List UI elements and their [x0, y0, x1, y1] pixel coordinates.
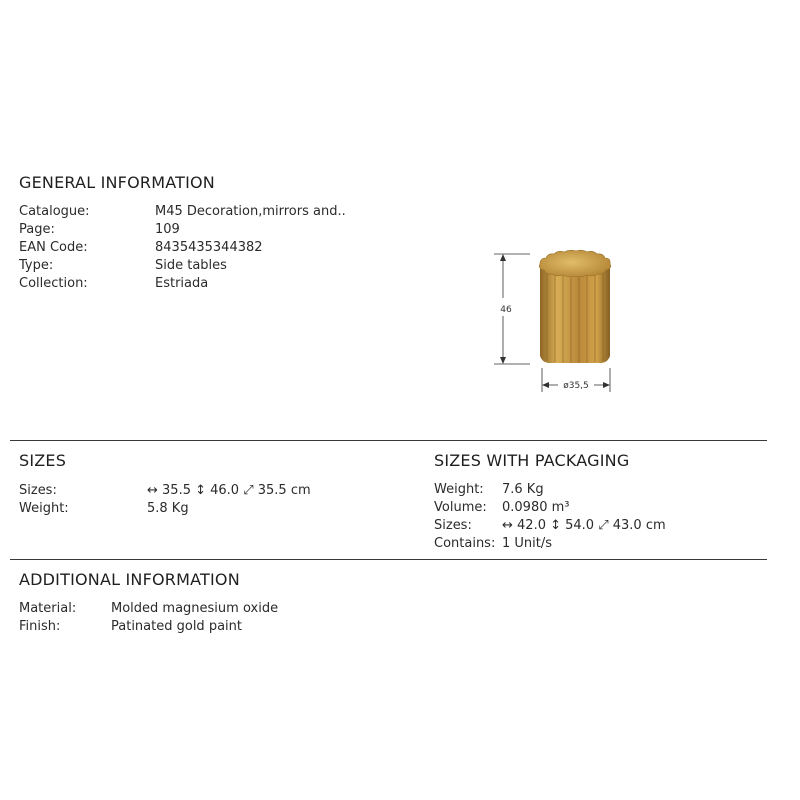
info-value: Molded magnesium oxide	[111, 601, 279, 616]
diameter-dimension-label: ø35,5	[563, 381, 589, 391]
product-dimension-drawing	[490, 244, 630, 394]
info-label: Weight:	[19, 501, 69, 516]
section-divider	[10, 559, 767, 560]
info-value: ↔ 35.5 ↕ 46.0 ⤢ 35.5 cm	[147, 483, 311, 498]
info-label: Weight:	[434, 482, 484, 497]
info-label: EAN Code:	[19, 240, 88, 255]
info-label: Collection:	[19, 276, 88, 291]
info-value: 109	[155, 222, 180, 237]
sizes-heading: SIZES	[19, 451, 67, 470]
info-label: Sizes:	[434, 518, 472, 533]
info-value: 5.8 Kg	[147, 501, 189, 516]
info-value: 0.0980 m³	[502, 500, 570, 515]
additional-information-heading: ADDITIONAL INFORMATION	[19, 570, 240, 589]
general-information-heading: GENERAL INFORMATION	[19, 173, 215, 192]
info-value: ↔ 42.0 ↕ 54.0 ⤢ 43.0 cm	[502, 518, 666, 533]
side-table-illustration	[539, 250, 611, 363]
info-label: Material:	[19, 601, 77, 616]
info-label: Contains:	[434, 536, 496, 551]
info-value: Side tables	[155, 258, 227, 273]
info-label: Catalogue:	[19, 204, 90, 219]
height-dimension-label: 46	[500, 305, 512, 315]
info-label: Page:	[19, 222, 55, 237]
info-value: Patinated gold paint	[111, 619, 242, 634]
packaging-sizes-heading: SIZES WITH PACKAGING	[434, 451, 630, 470]
info-label: Type:	[19, 258, 54, 273]
info-label: Sizes:	[19, 483, 57, 498]
section-divider	[10, 440, 767, 441]
info-label: Volume:	[434, 500, 487, 515]
info-value: 8435435344382	[155, 240, 263, 255]
info-value: 1 Unit/s	[502, 536, 553, 551]
info-value: 7.6 Kg	[502, 482, 544, 497]
info-label: Finish:	[19, 619, 61, 634]
info-value: M45 Decoration,mirrors and..	[155, 204, 346, 219]
info-value: Estriada	[155, 276, 209, 291]
